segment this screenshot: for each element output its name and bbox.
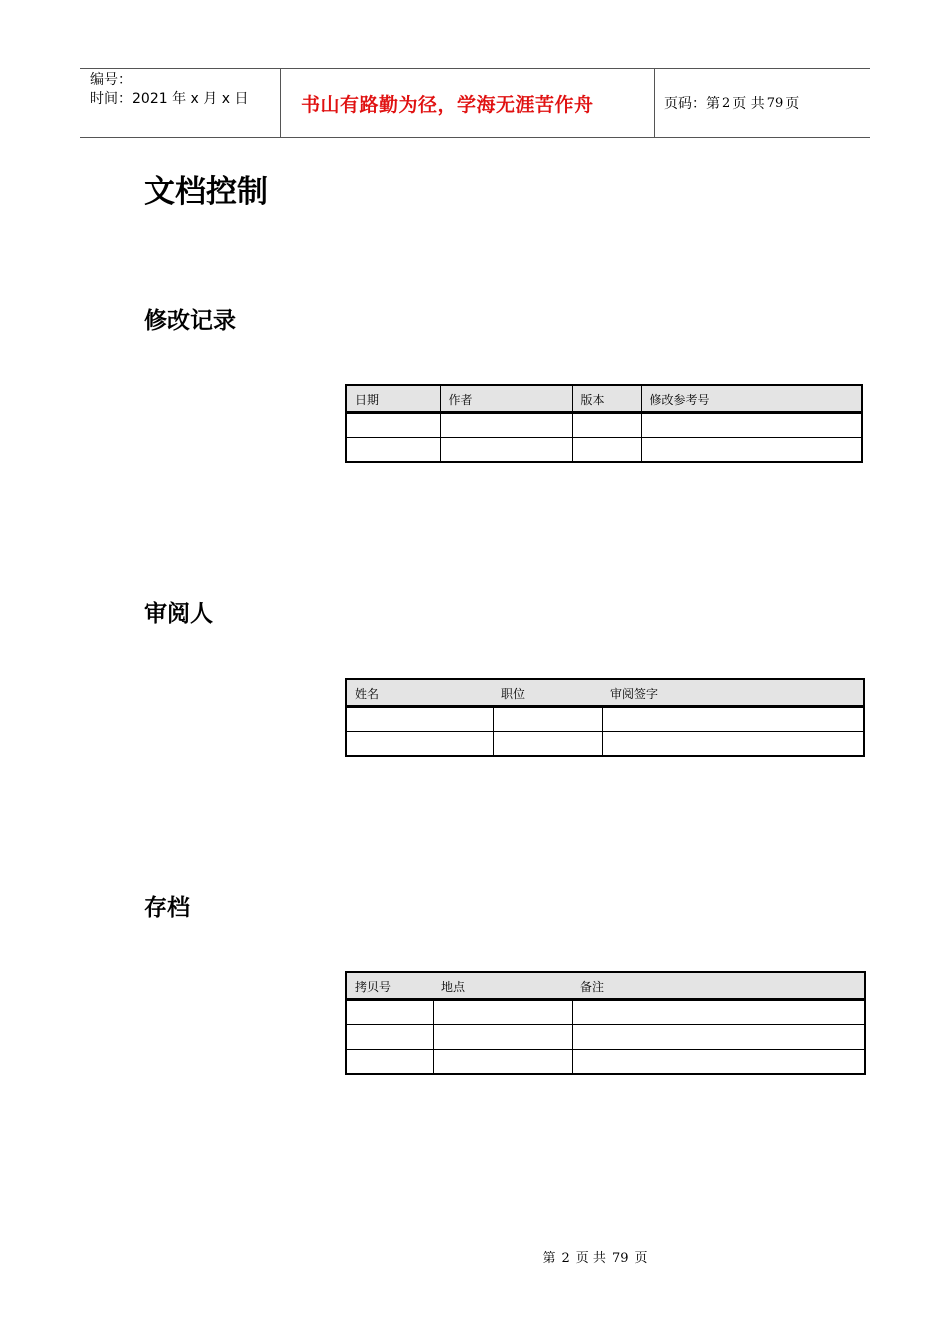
table-cell[interactable] [433, 1049, 572, 1074]
table-row [346, 437, 862, 462]
table-cell[interactable] [572, 412, 641, 437]
column-header: 修改参考号 [641, 385, 862, 412]
column-header: 作者 [440, 385, 572, 412]
document-title: 文档控制 [144, 174, 268, 210]
table-cell[interactable] [641, 437, 862, 462]
column-header: 日期 [346, 385, 440, 412]
table-cell[interactable] [602, 731, 864, 756]
footer-mid: 页 共 [575, 1251, 606, 1266]
footer-suffix: 页 [634, 1251, 648, 1266]
footer-page-number: 2 [561, 1251, 570, 1266]
column-header: 备注 [572, 972, 865, 999]
column-header: 审阅签字 [602, 679, 864, 706]
table-row [346, 1024, 865, 1049]
column-header: 拷贝号 [346, 972, 433, 999]
table-cell[interactable] [346, 437, 440, 462]
table-cell[interactable] [346, 412, 440, 437]
column-header: 姓名 [346, 679, 493, 706]
table-cell[interactable] [602, 706, 864, 731]
page-prefix: 页码：第 [664, 96, 720, 112]
table-cell[interactable] [440, 437, 572, 462]
table-header-row [346, 972, 865, 999]
table-row [346, 1049, 865, 1074]
page-footer [0, 1247, 950, 1266]
table-cell[interactable] [572, 999, 865, 1024]
table-cell[interactable] [641, 412, 862, 437]
revision-table [345, 384, 863, 463]
table-cell[interactable] [346, 999, 433, 1024]
time-label: 时间：2021 年 x 月 x 日 [90, 91, 249, 107]
archive-section-title: 存档 [144, 895, 190, 921]
header-meta [80, 69, 281, 137]
table-cell[interactable] [493, 706, 602, 731]
table-cell[interactable] [346, 1049, 433, 1074]
footer-page-total: 79 [611, 1251, 629, 1266]
column-header: 版本 [572, 385, 641, 412]
reviewers-table [345, 678, 865, 757]
header-page-info [655, 69, 870, 137]
table-cell[interactable] [433, 999, 572, 1024]
column-header: 职位 [493, 679, 602, 706]
revision-section-title: 修改记录 [144, 308, 236, 334]
table-row [346, 999, 865, 1024]
column-header: 地点 [433, 972, 572, 999]
page-total: 79 [766, 95, 784, 111]
table-row [346, 706, 864, 731]
page-suffix: 页 [785, 96, 800, 112]
table-row [346, 412, 862, 437]
table-cell[interactable] [572, 1049, 865, 1074]
table-cell[interactable] [433, 1024, 572, 1049]
page-mid: 页 共 [732, 96, 765, 112]
table-cell[interactable] [572, 437, 641, 462]
table-cell[interactable] [346, 706, 493, 731]
table-cell[interactable] [440, 412, 572, 437]
table-cell[interactable] [572, 1024, 865, 1049]
table-header-row [346, 679, 864, 706]
header-motto-cell [281, 69, 655, 137]
footer-prefix: 第 [542, 1251, 556, 1266]
table-cell[interactable] [346, 1024, 433, 1049]
table-row [346, 731, 864, 756]
table-cell[interactable] [493, 731, 602, 756]
page-header [80, 68, 870, 138]
archive-table [345, 971, 866, 1075]
serial-label: 编号： [90, 72, 132, 88]
header-motto: 书山有路勤为径，学海无涯苦作舟 [301, 93, 594, 116]
page-number: 2 [722, 95, 731, 111]
table-header-row [346, 385, 862, 412]
table-cell[interactable] [346, 731, 493, 756]
reviewers-section-title: 审阅人 [144, 601, 213, 627]
